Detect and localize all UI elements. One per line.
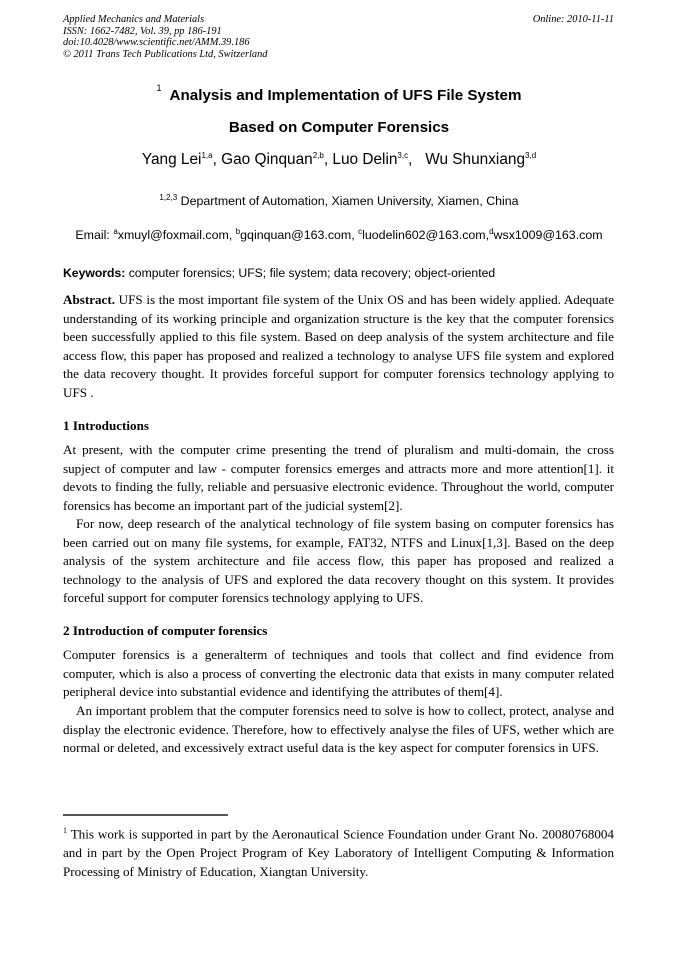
doi-line: doi:10.4028/www.scientific.net/AMM.39.186 [63, 37, 250, 49]
keywords-text: computer forensics; UFS; file system; data recovery; object-oriented [128, 266, 496, 280]
section-heading-introductions: 1 Introductions [63, 418, 149, 433]
author-list: Yang Lei$^{1,a}$, Gao Qinquan$^{2,b}$, Luo Delin$^{3,c}$, Wu Shunxiang$^{3,d}$ [141, 151, 537, 169]
email-sup: a [113, 227, 118, 236]
issn-line: ISSN: 1662-7482, Vol. 39, pp 186-191 [63, 25, 222, 37]
email-label: Email: [75, 228, 110, 243]
email-link[interactable]: gqinquan@163.com [240, 228, 352, 243]
email-sup: b [235, 227, 241, 236]
abstract [63, 291, 614, 403]
section-heading-computer-forensics: 2 Introduction of computer forensics [63, 623, 268, 638]
author-name: Yang Lei [141, 151, 202, 169]
journal-name: Applied Mechanics and Materials [63, 14, 205, 25]
title-text-line1: Analysis and Implementation of UFS File System [169, 87, 522, 105]
email-sup: d [489, 227, 494, 236]
author-name: Wu Shunxiang [425, 151, 526, 169]
email-line: Email: $^a$xmuyl@foxmail.com, $^b$gqinquan@163.com, $^c$luodelin602@163.com,$^d$wsx1009@163.com [75, 227, 603, 243]
footnote-text: This work is supported in part by the Aeronautical Science Foundation under Grant No. 20080768004 and in part by the Open Project Program of Key Laboratory of Intelligent Computing & Information Processing of Ministry of Education, Xiangtan University. [63, 826, 614, 879]
affiliation [63, 193, 615, 208]
paragraph: For now, deep research of the analytical technology of file system basing on computer forensics has been carried out on many file systems, for example, FAT32, NTFS and Linux[1,3]. Based on the deep analysis of the system architecture and file access flow, this paper has proposed and realized a technology to the analysis of UFS and explored the data recovery thought on this system. It provides forceful support for computer forensics technology applying to UFS. [63, 516, 614, 606]
abstract-text: UFS is the most important file system of the Unix OS and has been widely applied. Adequate understanding of its working principle and organization structure is the key that the computer forensics been successfully applied to this file system. Based on deep analysis of the system architecture and file access flow, this paper has proposed and realized a technology to analyse UFS file system and explored the data recovery thought. It provides forceful support for computer forensics technology applying to UFS . [63, 292, 615, 400]
email-link[interactable]: wsx1009@163.com [493, 228, 603, 243]
keywords [63, 266, 615, 280]
email-link[interactable]: luodelin602@163.com [362, 228, 486, 243]
paragraph: Computer forensics is a generalterm of techniques and tools that collect and find evidence from computer, which is also a process of converting the electronic data that exists in many computer related peripheral device into substantial evidence and identifying the attributes of them[4]. [63, 647, 614, 700]
footnote-divider [63, 814, 228, 816]
affiliation-text: Department of Automation, Xiamen University, Xiamen, China [180, 194, 519, 209]
author-sup: 3,c [397, 151, 409, 160]
author-sup: 2,b [312, 151, 324, 160]
email-sup: c [358, 227, 363, 236]
paper-title-line2: Based on Computer Forensics [228, 119, 450, 136]
journal-header [63, 14, 267, 60]
paragraph: At present, with the computer crime presenting the trend of pluralism and multi-domain, the cross supject of computer and law - computer forensics emerges and attracts more and more attention[1]. it devots to finding the fully, reliable and persuasive electronic evidence. Throughout the world, computer forensics has become an important part of the judicial system[2]. [63, 442, 614, 513]
abstract-label: Abstract. [63, 292, 115, 307]
author-sup: 3,d [525, 151, 537, 160]
footnote-mark: 1 [63, 826, 67, 835]
email-link[interactable]: xmuyl@foxmail.com [117, 228, 229, 243]
affiliation-sup: 1,2,3 [159, 193, 178, 202]
keywords-label: Keywords: [63, 266, 126, 280]
author-sup: 1,a [201, 151, 213, 160]
paper-title-line1 [63, 83, 615, 105]
copyright-line: © 2011 Trans Tech Publications Ltd, Switzerland [63, 48, 268, 60]
author-name: Gao Qinquan [221, 151, 313, 169]
footnote [63, 822, 614, 882]
title-footnote-mark: 1 [156, 83, 162, 93]
online-date: Online: 2010-11-11 [532, 14, 614, 25]
paragraph: An important problem that the computer forensics need to solve is how to collect, protect, analyse and display the electronic evidence. Therefore, how to effectively analyse the files of UFS, wether which are normal or deleted, and excessively extract useful data is the key aspect for computer forensics in UFS. [63, 703, 614, 756]
author-name: Luo Delin [332, 151, 398, 169]
